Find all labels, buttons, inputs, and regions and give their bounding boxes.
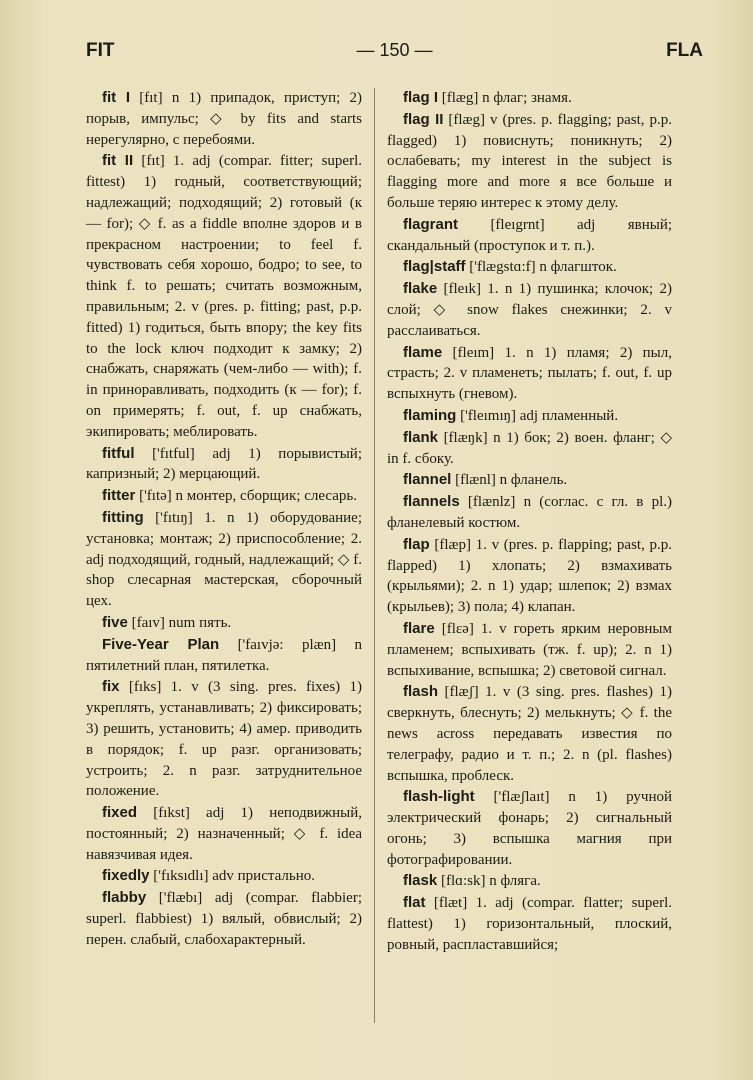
entry-definition: [flæg] v (pres. p. flagging; past, p.p. flagged) 1) повиснуть; поникнуть; 2) ослабевать; my interest in the subject is flagging more and more я все больше и больше теряю интерес к этому делу.: [387, 111, 672, 211]
dictionary-entry: [387, 682, 672, 786]
dictionary-entry: [387, 279, 672, 341]
entry-headword: flake: [403, 280, 438, 298]
entry-definition: [fıt] 1. adj (compar. fitter; superl. fittest) 1) годный, соответствующий; надлежащий; подходящий; 2) готовый (к — for); ◇ f. as a fiddle вполне здоров и в прекрасном настроении; to feel f. чувствовать себя хорошо, бодро; to see, to think f. to решать; считать возможным, правильным; 2. v (pres. p. fitting; past, p.p. fitted) 1) годиться, быть впору; the key fits to the lock ключ подходит к замку; 2) снабжать, снаряжать (чем-либо — with); f. in приноравливать, подходить (к — for); f. on примерять; f. out, f. up снабжать, экипировать; меблировать.: [86, 153, 362, 440]
entry-definition: ['flæbı] adj (compar. flabbier; superl. flabbiest) 1) вялый, обвислый; 2) перен. слабый, слабохарактерный.: [86, 890, 362, 948]
entry-definition: ['flægstɑ:f] n флагшток.: [469, 259, 617, 276]
entry-headword: flare: [403, 619, 435, 637]
entry-definition: [flɛə] 1. v гореть ярким неровным пламенем; вспыхивать (тж. f. up); 2. n 1) вспыхивание, вспышка; 2) световой сигнал.: [387, 620, 673, 679]
entry-definition: [fleıgrnt] adj явный; скандальный (проступок и т. п.).: [387, 216, 673, 254]
dictionary-entry: [387, 215, 672, 257]
left-column: [86, 88, 362, 952]
entry-headword: flag II: [403, 110, 444, 128]
dictionary-entry: [86, 508, 362, 612]
entry-definition: ['fıtful] adj 1) порывистый; капризный; 2) мерцающий.: [86, 445, 362, 483]
entry-headword: fixedly: [102, 867, 150, 885]
entry-headword: flask: [403, 872, 438, 890]
dictionary-entry: [86, 866, 362, 887]
entry-headword: flag|staff: [403, 258, 466, 276]
dictionary-entry: [387, 871, 672, 892]
dictionary-entry: [86, 88, 362, 150]
dictionary-entry: [387, 535, 672, 618]
dictionary-entry: [387, 492, 672, 534]
entry-headword: fitful: [102, 444, 135, 462]
dictionary-entry: [86, 677, 362, 802]
entry-headword: fixed: [102, 804, 138, 822]
entry-definition: ['fıtə] n монтер, сборщик; слесарь.: [139, 488, 358, 505]
dictionary-entry: [387, 110, 672, 214]
column-divider: [374, 88, 375, 1023]
entry-definition: [flæp] 1. v (pres. p. flapping; past, p.p. flapped) 1) хлопать; 2) взмахивать (крыльями); 2. n 1) удар; шлепок; 2) взмах (крыльев); 3) пола; 4) клапан.: [387, 536, 672, 616]
entry-headword: five: [102, 613, 128, 631]
entry-headword: flagrant: [403, 215, 459, 233]
entry-definition: [fıkst] adj 1) неподвижный, постоянный; 2) назначенный; ◇ f. idea навязчивая идея.: [86, 805, 363, 863]
dictionary-entry: [387, 343, 672, 405]
dictionary-entry: [86, 444, 362, 486]
entry-definition: ['faıvjə: plæn] n пятилетний план, пятилетка.: [86, 636, 362, 674]
dictionary-entry: [387, 88, 672, 109]
dictionary-entry: [387, 428, 672, 470]
entry-definition: [flænl] n фланель.: [455, 472, 568, 489]
dictionary-entry: [86, 151, 362, 442]
entry-headword: flank: [403, 428, 439, 446]
entry-headword: flannel: [403, 471, 452, 489]
entry-headword: flannels: [403, 493, 460, 511]
entry-headword: flag I: [403, 89, 439, 106]
entry-definition: [flæʃ] 1. v (3 sing. pres. flashes) 1) сверкнуть, блеснуть; 2) мелькнуть; ◇ f. the news across передавать известия по телеграфу, радио и т. п.; 2. n (pl. flashes) вспышка, проблеск.: [387, 684, 672, 784]
entry-definition: [flæg] n флаг; знамя.: [441, 90, 572, 106]
entry-definition: [faıv] num пять.: [131, 614, 232, 631]
right-guide-word: FLA: [666, 40, 703, 61]
dictionary-entry: [387, 619, 672, 681]
dictionary-entry: [86, 803, 362, 865]
dictionary-entry: [387, 470, 672, 491]
entry-headword: Five-Year Plan: [102, 635, 220, 653]
dictionary-entry: [387, 406, 672, 427]
entry-headword: flap: [403, 535, 430, 553]
entry-definition: ['fleımıŋ] adj пламенный.: [460, 407, 619, 424]
dictionary-entry: [86, 486, 362, 507]
entry-headword: flash-light: [403, 788, 475, 806]
entry-headword: flabby: [102, 889, 147, 907]
entry-definition: [fleık] 1. n 1) пушинка; клочок; 2) слой; ◇ snow flakes снежинки; 2. v расслаиваться.: [387, 281, 672, 339]
entry-headword: fitter: [102, 487, 136, 505]
right-column: [387, 88, 672, 957]
dictionary-entry: [387, 893, 672, 955]
entry-headword: flaming: [403, 406, 457, 424]
dictionary-entry: [86, 613, 362, 634]
entry-headword: fit I: [102, 89, 130, 106]
entry-definition: [flæŋk] n 1) бок; 2) воен. фланг; ◇ in f. сбоку.: [387, 429, 673, 467]
entry-definition: [fıks] 1. v (3 sing. pres. fixes) 1) укреплять, устанавливать; 2) фиксировать; 3) решить, установить; 4) амер. приводить в порядок; f. up разг. организовать; устроить; 2. n разг. затруднительное положение.: [86, 679, 362, 800]
left-guide-word: FIT: [86, 40, 115, 61]
entry-definition: ['fıksıdlı] adv пристально.: [153, 868, 315, 885]
entry-headword: fitting: [102, 508, 144, 526]
entry-definition: ['flæʃlaıt] n 1) ручной электрический фонарь; 2) сигнальный огонь; 3) вспышка магния при фотографировании.: [387, 789, 672, 868]
dictionary-entry: [86, 888, 362, 950]
entry-definition: [flɑ:sk] n фляга.: [440, 873, 541, 890]
entry-headword: flash: [403, 683, 439, 701]
entry-definition: [flæt] 1. adj (compar. flatter; superl. flattest) 1) горизонтальный, плоский, ровный, распластавшийся;: [387, 895, 672, 953]
entry-headword: flat: [403, 894, 426, 912]
entry-headword: fit II: [102, 152, 134, 170]
dictionary-entry: [387, 257, 672, 278]
page-number: — 150 —: [356, 40, 433, 60]
entry-headword: flame: [403, 343, 443, 361]
entry-definition: ['fıtıŋ] 1. n 1) оборудование; установка; монтаж; 2) приспособление; 2. adj подходящий, годный, надлежащий; ◇ f. shop слесарная мастерская, сборочный цех.: [86, 509, 363, 610]
entry-definition: [fıt] n 1) припадок, приступ; 2) порыв, импульс; ◇ by fits and starts нерегулярно, с перебоями.: [86, 90, 363, 148]
dictionary-entry: [387, 787, 672, 870]
page-header: [86, 40, 703, 70]
entry-definition: [fleım] 1. n 1) пламя; 2) пыл, страсть; 2. v пламенеть; пылать; f. out, f. up вспыхнуть (гневом).: [387, 344, 672, 403]
dictionary-entry: [86, 635, 362, 677]
entry-definition: [flænlz] n (соглас. с гл. в pl.) фланелевый костюм.: [387, 494, 673, 531]
entry-headword: fix: [102, 678, 120, 696]
